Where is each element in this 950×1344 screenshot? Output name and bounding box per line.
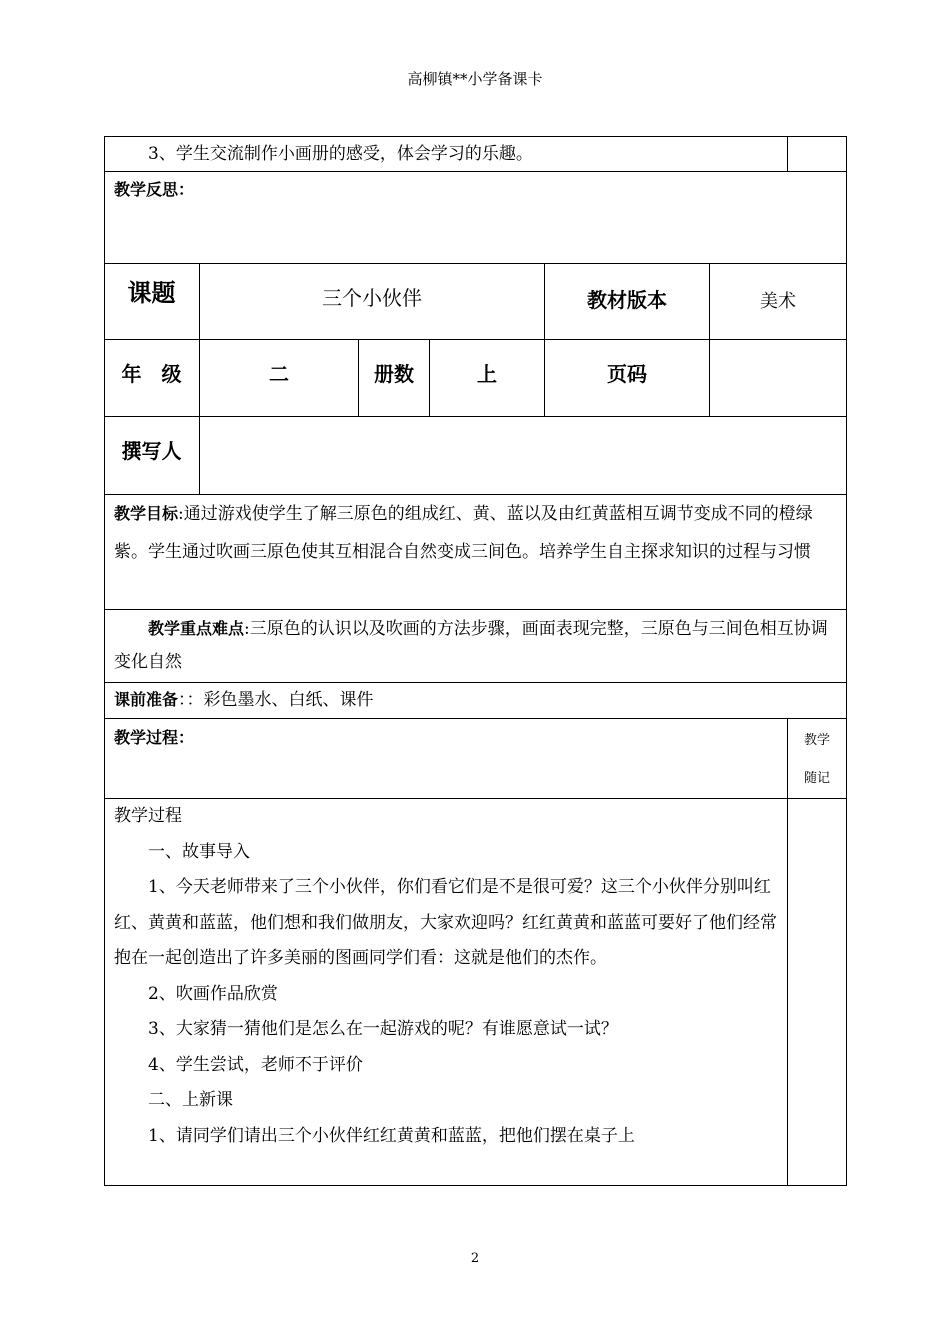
prep-label: 课前准备 [114, 690, 179, 709]
section-2-title: 二、上新课 [148, 1090, 233, 1110]
page-number: 2 [470, 1251, 480, 1266]
grade-label: 年 级 [121, 361, 182, 386]
teaching-goals [114, 495, 840, 571]
key-points-text: :三原色的认识以及吹画的方法步骤，画面表现完整，三原色与三间色相互协调变化自然 [114, 619, 828, 672]
edition-label: 教材版本 [587, 287, 667, 312]
reflection-label: 教学反思： [114, 180, 195, 199]
topic-value: 三个小伙伴 [322, 285, 422, 310]
goals-text: :通过游戏使学生了解三原色的组成红、黄、蓝以及由红黄蓝相互调节变成不同的橙绿紫。学生通过吹画三原色使其互相混合自然变成三间色。培养学生自主探求知识的过程与习惯 [114, 504, 813, 562]
author-value [200, 417, 846, 494]
paragraph-1: 1、今天老师带来了三个小伙伴，你们看它们是不是很可爱？这三个小伙伴分别叫红红、黄黄和蓝蓝，他们想和我们做朋友，大家欢迎吗？红红黄黄和蓝蓝可要好了他们经常抱在一起创造出了许多美丽的图画同学们看：这就是他们的杰作。 [114, 877, 777, 968]
page-value [710, 340, 846, 416]
page-label: 页码 [607, 361, 647, 386]
goals-label: 教学目标 [114, 504, 179, 523]
key-points [114, 612, 840, 679]
paragraph-5: 1、请同学们请出三个小伙伴红红黄黄和蓝蓝，把他们摆在桌子上 [148, 1125, 635, 1146]
notes-line2: 随记 [803, 771, 830, 786]
process-content [114, 799, 786, 1154]
process-label: 教学过程： [114, 728, 195, 747]
paragraph-4: 4、学生尝试，老师不于评价 [148, 1054, 363, 1075]
author-label: 撰写人 [121, 438, 182, 463]
previous-step-text: 3、学生交流制作小画册的感受，体会学习的乐趣。 [148, 144, 533, 164]
volume-value: 上 [477, 361, 497, 386]
preparation [114, 682, 840, 718]
edition-value: 美术 [760, 291, 796, 312]
paragraph-3: 3、大家猜一猜他们是怎么在一起游戏的呢？有谁愿意试一试？ [148, 1019, 618, 1039]
notes-header [788, 722, 846, 798]
process-title: 教学过程 [114, 806, 182, 826]
notes-line1: 教学 [803, 733, 830, 748]
key-points-label: 教学重点难点 [148, 619, 245, 638]
paragraph-2: 2、吹画作品欣赏 [148, 983, 278, 1004]
section-1-title: 一、故事导入 [148, 841, 250, 862]
volume-label: 册数 [374, 361, 414, 386]
page-header: 高柳镇**小学备课卡 [407, 70, 543, 88]
prep-text: ：：彩色墨水、白纸、课件 [178, 690, 374, 710]
topic-label: 课题 [127, 278, 176, 307]
grade-value: 二 [269, 361, 289, 386]
